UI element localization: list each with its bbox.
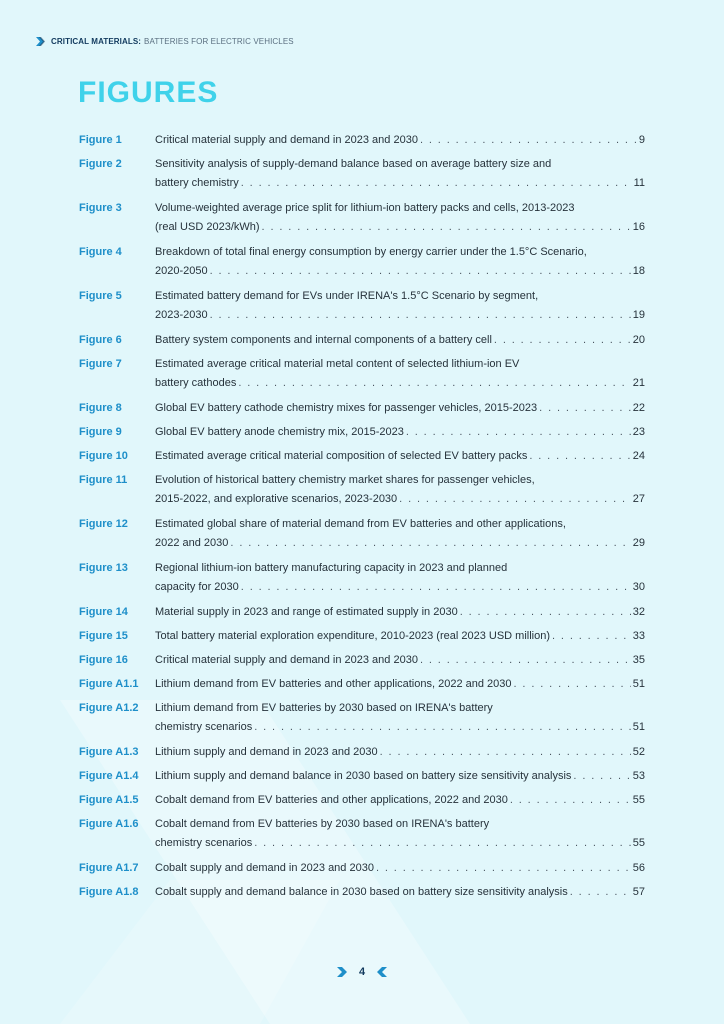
dot-leader: [494, 331, 631, 350]
caption-last-line: [155, 423, 645, 442]
figure-caption: [155, 603, 645, 622]
dot-leader: [210, 262, 631, 281]
dot-leader: [241, 578, 631, 597]
caption-last-line: [155, 306, 645, 325]
figure-caption: [155, 675, 645, 694]
caption-text: Cobalt supply and demand in 2023 and 2030: [155, 862, 374, 874]
caption-last-line: [155, 743, 645, 762]
figure-caption: [155, 287, 645, 325]
dot-leader: [529, 447, 630, 466]
page-reference: 21: [632, 377, 645, 389]
caption-text: (real USD 2023/kWh): [155, 221, 260, 233]
header-title-light: BATTERIES FOR ELECTRIC VEHICLES: [144, 37, 294, 46]
caption-text: chemistry scenarios: [155, 721, 253, 733]
caption-text: Total battery material exploration expenditure, 2010-2023 (real 2023 USD million): [155, 630, 550, 642]
figure-label: Figure A1.6: [79, 818, 139, 830]
figure-label: Figure 13: [79, 562, 128, 574]
caption-last-line: [155, 218, 645, 237]
caption-line: Regional lithium-ion battery manufacturing capacity in 2023 and planned: [155, 562, 508, 574]
page-reference: 27: [632, 493, 645, 505]
figure-caption: [155, 883, 645, 902]
caption-last-line: [155, 627, 645, 646]
caption-last-line: [155, 490, 645, 509]
dot-leader: [210, 306, 631, 325]
caption-last-line: [155, 447, 645, 466]
dot-leader: [241, 174, 632, 193]
caption-line: Estimated global share of material demand from EV batteries and other applications,: [155, 518, 566, 530]
page-reference: 23: [632, 426, 645, 438]
figure-label: Figure 1: [79, 134, 122, 146]
figure-label: Figure 7: [79, 358, 122, 370]
figure-label: Figure 9: [79, 426, 122, 438]
caption-text: Cobalt supply and demand balance in 2030 based on battery size sensitivity analysis: [155, 886, 568, 898]
chevron-right-icon: [337, 967, 347, 977]
figure-caption: [155, 331, 645, 350]
figure-caption: [155, 627, 645, 646]
caption-last-line: [155, 374, 645, 393]
caption-line: Sensitivity analysis of supply-demand balance based on average battery size and: [155, 158, 552, 170]
figure-label: Figure 15: [79, 630, 128, 642]
figure-caption: [155, 699, 645, 737]
figure-caption: [155, 471, 645, 509]
dot-leader: [254, 718, 631, 737]
figure-label: Figure 3: [79, 202, 122, 214]
figure-label: Figure 14: [79, 606, 128, 618]
figure-label: Figure A1.1: [79, 678, 139, 690]
dot-leader: [460, 603, 631, 622]
caption-line: Estimated average critical material metal content of selected lithium-ion EV: [155, 358, 520, 370]
page-footer: [0, 966, 724, 978]
page-reference: 32: [632, 606, 645, 618]
chevron-right-icon: [36, 37, 46, 46]
caption-line: Estimated battery demand for EVs under IRENA's 1.5°C Scenario by segment,: [155, 290, 539, 302]
page-reference: 22: [632, 402, 645, 414]
caption-last-line: [155, 791, 645, 810]
caption-text: battery cathodes: [155, 377, 237, 389]
figure-label: Figure 5: [79, 290, 122, 302]
caption-text: Cobalt demand from EV batteries and other applications, 2022 and 2030: [155, 794, 508, 806]
dot-leader: [399, 490, 631, 509]
caption-last-line: [155, 675, 645, 694]
page-reference: 52: [632, 746, 645, 758]
dot-leader: [420, 131, 637, 150]
dot-leader: [238, 374, 630, 393]
caption-last-line: [155, 131, 645, 150]
figure-caption: [155, 399, 645, 418]
figure-label: Figure A1.4: [79, 770, 139, 782]
figure-label: Figure A1.5: [79, 794, 139, 806]
caption-text: chemistry scenarios: [155, 837, 253, 849]
caption-text: 2022 and 2030: [155, 537, 229, 549]
dot-leader: [514, 675, 631, 694]
caption-line: Cobalt demand from EV batteries by 2030 based on IRENA's battery: [155, 818, 490, 830]
page-number: 4: [358, 966, 366, 978]
figure-label: Figure 8: [79, 402, 122, 414]
caption-last-line: [155, 262, 645, 281]
figure-caption: [155, 355, 645, 393]
caption-text: Lithium supply and demand balance in 2030 based on battery size sensitivity analysis: [155, 770, 572, 782]
dot-leader: [539, 399, 631, 418]
dot-leader: [552, 627, 631, 646]
figure-label: Figure 16: [79, 654, 128, 666]
caption-last-line: [155, 331, 645, 350]
figure-label: Figure 2: [79, 158, 122, 170]
running-header: [36, 37, 294, 46]
caption-line: Breakdown of total final energy consumption by energy carrier under the 1.5°C Scenario,: [155, 246, 587, 258]
dot-leader: [230, 534, 630, 553]
caption-last-line: [155, 534, 645, 553]
caption-text: battery chemistry: [155, 177, 239, 189]
caption-last-line: [155, 834, 645, 853]
page-reference: 30: [632, 581, 645, 593]
figure-label: Figure A1.7: [79, 862, 139, 874]
figure-caption: [155, 155, 645, 193]
page-reference: 51: [632, 678, 645, 690]
page-reference: 33: [632, 630, 645, 642]
page-reference: 56: [632, 862, 645, 874]
caption-text: 2020-2050: [155, 265, 208, 277]
dot-leader: [380, 743, 631, 762]
caption-line: Evolution of historical battery chemistry market shares for passenger vehicles,: [155, 474, 535, 486]
dot-leader: [262, 218, 631, 237]
dot-leader: [510, 791, 631, 810]
caption-text: Material supply in 2023 and range of estimated supply in 2030: [155, 606, 458, 618]
caption-last-line: [155, 859, 645, 878]
page-reference: 57: [632, 886, 645, 898]
caption-text: Lithium demand from EV batteries and other applications, 2022 and 2030: [155, 678, 512, 690]
caption-text: Battery system components and internal components of a battery cell: [155, 334, 492, 346]
caption-text: Global EV battery cathode chemistry mixes for passenger vehicles, 2015-2023: [155, 402, 538, 414]
page-reference: 18: [632, 265, 645, 277]
page-title: FIGURES: [78, 76, 219, 109]
figure-label: Figure 10: [79, 450, 128, 462]
figure-label: Figure 4: [79, 246, 122, 258]
caption-text: Estimated average critical material composition of selected EV battery packs: [155, 450, 528, 462]
page-reference: 20: [632, 334, 645, 346]
page-reference: 35: [632, 654, 645, 666]
dot-leader: [570, 883, 631, 902]
chevron-left-icon: [377, 967, 387, 977]
page-reference: 29: [632, 537, 645, 549]
caption-last-line: [155, 883, 645, 902]
page-reference: 9: [638, 134, 645, 146]
dot-leader: [573, 767, 630, 786]
figure-caption: [155, 243, 645, 281]
page-reference: 24: [632, 450, 645, 462]
figure-caption: [155, 791, 645, 810]
caption-text: 2023-2030: [155, 309, 208, 321]
page-reference: 16: [632, 221, 645, 233]
figure-caption: [155, 199, 645, 237]
caption-last-line: [155, 651, 645, 670]
dot-leader: [406, 423, 631, 442]
figure-label: Figure 12: [79, 518, 128, 530]
figure-caption: [155, 131, 645, 150]
figure-label: Figure 6: [79, 334, 122, 346]
figure-caption: [155, 559, 645, 597]
figure-caption: [155, 423, 645, 442]
caption-text: Critical material supply and demand in 2023 and 2030: [155, 134, 418, 146]
caption-last-line: [155, 718, 645, 737]
caption-last-line: [155, 767, 645, 786]
figure-caption: [155, 447, 645, 466]
caption-text: Global EV battery anode chemistry mix, 2015-2023: [155, 426, 404, 438]
header-title-bold: CRITICAL MATERIALS:: [51, 37, 142, 46]
page-reference: 55: [632, 794, 645, 806]
page-reference: 19: [632, 309, 645, 321]
figure-caption: [155, 859, 645, 878]
dot-leader: [420, 651, 631, 670]
figure-caption: [155, 743, 645, 762]
caption-last-line: [155, 174, 645, 193]
caption-last-line: [155, 399, 645, 418]
caption-last-line: [155, 578, 645, 597]
caption-text: Lithium supply and demand in 2023 and 2030: [155, 746, 378, 758]
dot-leader: [254, 834, 631, 853]
figure-label: Figure A1.8: [79, 886, 139, 898]
figure-label: Figure 11: [79, 474, 128, 486]
figure-caption: [155, 515, 645, 553]
figure-caption: [155, 651, 645, 670]
page-reference: 11: [633, 177, 645, 189]
dot-leader: [376, 859, 631, 878]
figure-label: Figure A1.3: [79, 746, 139, 758]
caption-line: Lithium demand from EV batteries by 2030 based on IRENA's battery: [155, 702, 493, 714]
page-reference: 51: [632, 721, 645, 733]
figure-label: Figure A1.2: [79, 702, 139, 714]
caption-text: capacity for 2030: [155, 581, 239, 593]
caption-text: 2015-2022, and explorative scenarios, 2023-2030: [155, 493, 398, 505]
caption-text: Critical material supply and demand in 2023 and 2030: [155, 654, 418, 666]
caption-last-line: [155, 603, 645, 622]
page-reference: 55: [632, 837, 645, 849]
figure-caption: [155, 767, 645, 786]
figure-caption: [155, 815, 645, 853]
page-reference: 53: [632, 770, 645, 782]
caption-line: Volume-weighted average price split for lithium-ion battery packs and cells, 2013-2023: [155, 202, 575, 214]
